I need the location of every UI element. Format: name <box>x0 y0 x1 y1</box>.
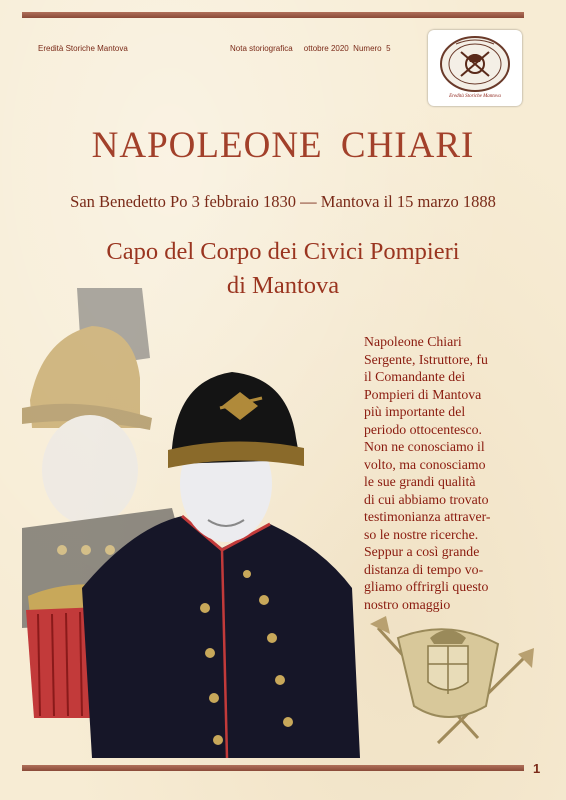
badge-icon <box>428 30 522 94</box>
body-line: volto, ma conosciamo <box>364 456 486 472</box>
body-line: nostro omaggio <box>364 596 451 612</box>
body-line: so le nostre ricerche. <box>364 526 479 542</box>
firefighter-uniform-photo <box>22 288 362 758</box>
body-text <box>364 333 544 613</box>
logo <box>428 30 522 106</box>
body-line: Seppur a così grande <box>364 544 480 559</box>
subtitle-line-1: Capo del Corpo dei Civici Pompieri <box>106 238 460 265</box>
body-line: Napoleone Chiari <box>364 334 462 349</box>
body-line: Sergente, Istruttore, fu <box>364 351 488 367</box>
body-line: Pompieri di Mantova <box>364 386 482 402</box>
page-number: 1 <box>533 761 541 776</box>
series-name: Eredità Storiche Mantova <box>38 44 128 53</box>
body-line: più importante del <box>364 404 466 419</box>
issue-info: Nota storiografica ottobre 2020 Numero 5 <box>230 44 391 53</box>
body-line: distanza di tempo vo- <box>364 561 484 577</box>
bottom-rule <box>22 765 524 771</box>
body-line: le sue grandi qualità <box>364 474 476 489</box>
body-line: testimonianza attraver- <box>364 509 491 524</box>
body-line: il Comandante dei <box>364 369 466 384</box>
body-line: periodo ottocentesco. <box>364 421 483 437</box>
body-line: Non ne conosciamo il <box>364 439 485 454</box>
body-line: gliamo offrirgli questo <box>364 579 489 594</box>
page-title: NAPOLEONE CHIARI <box>91 125 475 166</box>
subtitle-line-2: di Mantova <box>226 272 340 299</box>
top-rule <box>22 12 524 18</box>
logo-caption: Eredità Storiche Mantova <box>449 94 501 99</box>
coat-of-arms-icon <box>368 598 538 748</box>
life-dates: San Benedetto Po 3 febbraio 1830 — Mantova il 15 marzo 1888 <box>70 192 496 211</box>
body-line: di cui abbiamo trovato <box>364 491 489 507</box>
